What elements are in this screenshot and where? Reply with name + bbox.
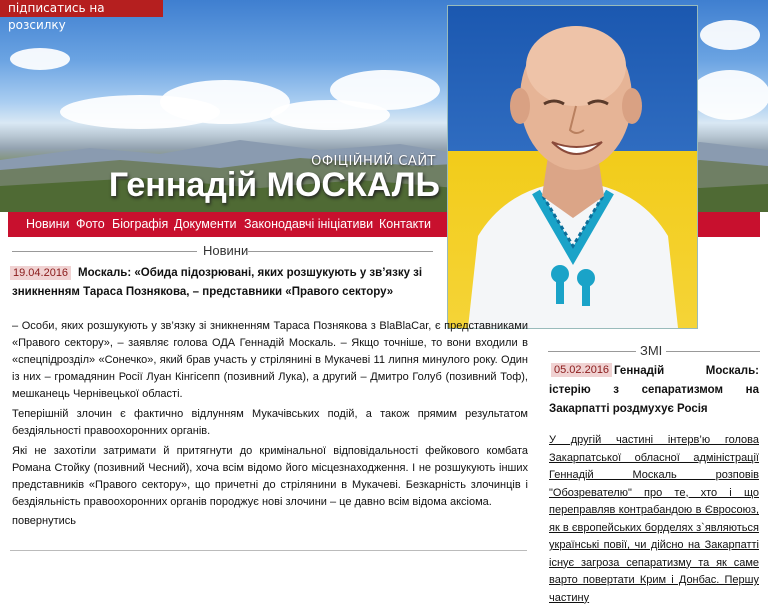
news-headline[interactable]: Москаль: «Обида підозрювані, яких розшукують у зв’язку зі bbox=[78, 267, 423, 279]
site-title[interactable]: Геннадій МОСКАЛЬ bbox=[108, 166, 440, 204]
cloud-shape bbox=[330, 70, 440, 110]
site-subtitle: ОФІЦІЙНИЙ САЙТ bbox=[311, 154, 436, 169]
news-section-title: Новини bbox=[203, 243, 249, 258]
media-section-title: ЗМІ bbox=[640, 343, 663, 358]
news-paragraph: – Особи, яких розшукують у зв’язку зі зникненням Тараса Познякова з BlaBlaCar, є представниками «Правого сектору», – заявляє голова ОДА Геннадій Москаль. – Якщо точніше, то вони входили в «спецпідрозділ» «Сонечко», який брав участь у стрілянині в Мукачеві 11 липня минулого року. Один із них – громадянин Росії Луан Кінгісепп (позивний Лука), а другий – Дмитро Голуб (позивний Тоф), мешканець Чернівецької області. bbox=[12, 320, 528, 400]
cloud-shape bbox=[700, 20, 760, 50]
nav-item-photo[interactable]: Фото bbox=[76, 217, 105, 231]
news-date: 19.04.2016 bbox=[10, 266, 71, 280]
news-paragraph: Які не захотіли затримати й притягнути до кримінальної відповідальності фейкового комбата Романа Стойку (позивний Чесний), хоча всім відомо його місцезнаходження. І не розшукують інших представників «Правого сектору», що причетні до стрілянини в Мукачеві. Безкарність злочинців і бездіяльність правоохоронних органів породжує нові злочини – це давно всім відома аксіома. bbox=[12, 445, 528, 508]
nav-item-legislative-initiatives[interactable]: Законодавчі ініціативи bbox=[244, 217, 374, 231]
section-divider bbox=[12, 251, 197, 252]
cloud-shape bbox=[690, 70, 768, 120]
nav-item-news[interactable]: Новини bbox=[26, 217, 70, 231]
section-divider bbox=[666, 351, 760, 352]
subscribe-link[interactable]: підписатись на розсилку bbox=[0, 0, 163, 17]
media-date: 05.02.2016 bbox=[551, 363, 612, 377]
cloud-shape bbox=[10, 48, 70, 70]
media-headline[interactable]: Геннадій Москаль: істерію з сепаратизмом на Закарпатті роздмухує Росія bbox=[549, 365, 759, 415]
nav-item-biography[interactable]: Біографія bbox=[112, 217, 169, 231]
nav-item-documents[interactable]: Документи bbox=[174, 217, 237, 231]
news-headline-continued[interactable]: зникненням Тараса Познякова, – представники «Правого сектору» bbox=[12, 286, 394, 298]
content-divider bbox=[10, 550, 527, 551]
return-link[interactable]: повернутись bbox=[12, 515, 77, 527]
section-divider bbox=[548, 351, 636, 352]
nav-item-contacts[interactable]: Контакти bbox=[379, 217, 431, 231]
news-paragraph: Теперішній злочин є фактично відлунням Мукачівських подій, а також прямим результатом бездіяльності правоохоронних органів. bbox=[12, 408, 528, 437]
section-divider bbox=[248, 251, 433, 252]
media-article-link[interactable]: У другій частині інтерв’ю голова Закарпатської обласної адміністрації Геннадій Москаль розповів "Обозревателю" про те, хто і що переправляв контрабандою в Євросоюз, як в європейських борделях з`являються українські повії, чи дійсно на Закарпатті існує загроза сепаратизму та як саме варто повертати Крим і Донбас. Першу частину bbox=[549, 434, 759, 604]
